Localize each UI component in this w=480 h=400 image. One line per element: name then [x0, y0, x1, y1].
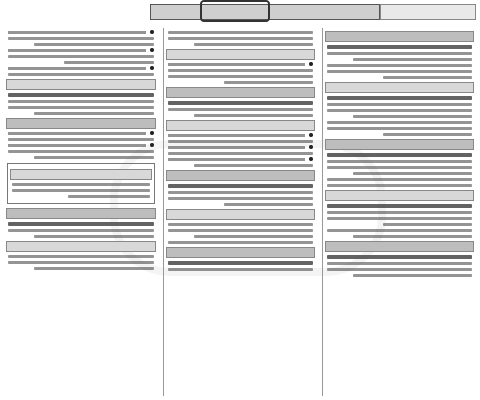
bullet-line: [8, 49, 154, 52]
question-heading: [6, 79, 156, 90]
answer-line: [34, 235, 154, 238]
answer-line: [8, 255, 154, 258]
answer-line: [68, 195, 150, 198]
answer-line: [327, 217, 472, 220]
answer-line: [168, 69, 313, 72]
answer-line: [168, 229, 313, 232]
answer-line: [353, 172, 472, 175]
answer-line: [168, 223, 313, 226]
answer-line: [327, 45, 472, 49]
answer-line: [327, 109, 472, 112]
answer-line: [353, 274, 472, 277]
answer-line: [8, 138, 154, 141]
answer-line: [327, 229, 472, 232]
question-heading: [6, 208, 156, 219]
answer-line: [327, 268, 472, 271]
answer-line: [34, 267, 154, 270]
answer-line: [353, 235, 472, 238]
answer-line: [8, 150, 154, 153]
answer-line: [8, 100, 154, 103]
answer-line: [327, 121, 472, 124]
answer-line: [327, 255, 472, 259]
answer-line: [383, 133, 472, 136]
answer-line: [194, 43, 313, 46]
answer-line: [194, 235, 313, 238]
answer-line: [8, 229, 154, 232]
answer-line: [64, 61, 154, 64]
answer-line: [34, 43, 154, 46]
bullet-line: [8, 132, 154, 135]
answer-line: [327, 52, 472, 55]
answer-line: [8, 55, 154, 58]
answer-line: [8, 37, 154, 40]
bullet-line: [8, 67, 154, 70]
answer-line: [168, 261, 313, 265]
answer-line: [353, 58, 472, 61]
question-heading: [166, 209, 315, 220]
answer-line: [8, 106, 154, 109]
answer-line: [224, 81, 313, 84]
answer-line: [168, 184, 313, 188]
answer-line: [327, 103, 472, 106]
question-heading: [325, 82, 474, 93]
column-right: [322, 28, 476, 396]
question-heading: [6, 241, 156, 252]
bullet-line: [168, 63, 313, 66]
answer-line: [194, 114, 313, 117]
answer-line: [8, 222, 154, 226]
answer-line: [168, 268, 313, 271]
bullet-line: [168, 146, 313, 149]
answer-line: [168, 241, 313, 244]
answer-line: [168, 191, 313, 194]
question-heading: [166, 87, 315, 98]
answer-line: [8, 261, 154, 264]
answer-line: [168, 140, 313, 143]
answer-line: [168, 197, 313, 200]
answer-line: [327, 204, 472, 208]
answer-line: [327, 184, 472, 187]
question-heading: [325, 241, 474, 252]
answer-line: [168, 101, 313, 105]
answer-line: [194, 164, 313, 167]
bullet-line: [8, 31, 154, 34]
answer-line: [168, 152, 313, 155]
answer-line: [34, 112, 154, 115]
bullet-line: [168, 158, 313, 161]
question-heading: [166, 170, 315, 181]
answer-line: [168, 75, 313, 78]
answer-line: [353, 115, 472, 118]
answer-line: [327, 70, 472, 73]
question-heading: [325, 190, 474, 201]
question-heading: [10, 169, 152, 180]
answer-line: [12, 183, 150, 186]
question-heading: [166, 49, 315, 60]
answer-line: [383, 223, 472, 226]
question-heading: [325, 139, 474, 150]
answer-line: [327, 153, 472, 157]
answer-line: [12, 189, 150, 192]
answer-line: [383, 76, 472, 79]
answer-line: [327, 160, 472, 163]
question-heading: [166, 120, 315, 131]
bullet-line: [8, 144, 154, 147]
answer-line: [327, 166, 472, 169]
answer-line: [34, 156, 154, 159]
page-header: [0, 0, 480, 24]
answer-line: [327, 127, 472, 130]
answer-line: [168, 108, 313, 111]
bullet-line: [168, 134, 313, 137]
answer-line: [327, 64, 472, 67]
answer-line: [327, 178, 472, 181]
answer-line: [168, 37, 313, 40]
answer-line: [168, 31, 313, 34]
answer-line: [327, 211, 472, 214]
question-heading: [6, 118, 156, 129]
answer-line: [327, 262, 472, 265]
answer-line: [224, 203, 313, 206]
column-left: [4, 28, 158, 396]
subject-label-box: [380, 4, 476, 20]
column-middle: [163, 28, 317, 396]
question-heading: [325, 31, 474, 42]
answer-line: [8, 93, 154, 97]
summary-box: [7, 163, 155, 204]
publisher-logo: [200, 0, 270, 22]
question-heading: [166, 247, 315, 258]
answer-line: [327, 96, 472, 100]
answer-line: [8, 73, 154, 76]
